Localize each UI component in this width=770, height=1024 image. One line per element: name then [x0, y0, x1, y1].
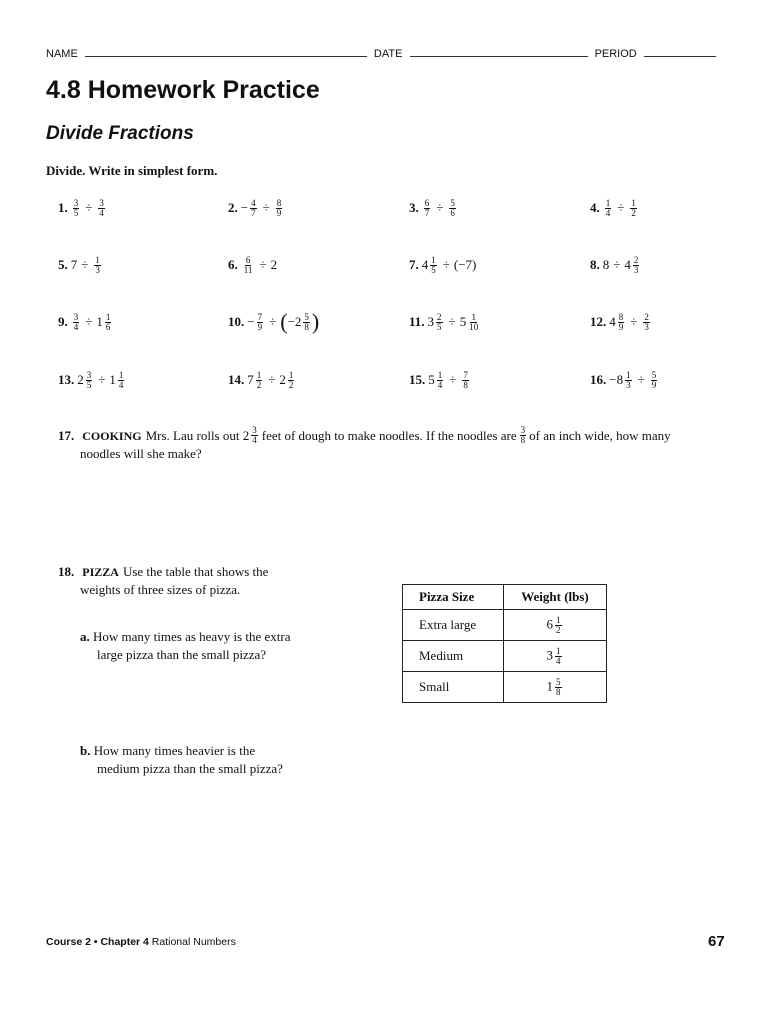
- period-blank[interactable]: [644, 47, 716, 57]
- column-header-size: Pizza Size: [403, 585, 504, 610]
- problem-15: 15. 5 $\frac{1}{4}$ ÷ $\frac{7}{8}$: [409, 369, 468, 390]
- date-blank[interactable]: [410, 47, 588, 57]
- problem-17: 17. COOKING Mrs. Lau rolls out 2 $\frac{3}{4}$ feet of dough to make noodles. If the noodles are $\frac{3}{8}$ of an inch wide, how many noodles will she make?: [58, 425, 671, 461]
- problem-1: 1. $\frac{3}{5}$ ÷ $\frac{3}{4}$: [58, 197, 104, 218]
- pizza-weight-table: [402, 584, 607, 703]
- pizza-table-container: [402, 584, 607, 703]
- table-row: [403, 641, 607, 672]
- course-chapter-label: Course 2 • Chapter 4: [46, 936, 149, 948]
- problem-8: 8. 8 ÷ 4 $\frac{2}{3}$: [590, 254, 639, 275]
- chapter-name: Rational Numbers: [151, 936, 236, 948]
- problem-18b: b. How many times heavier is the medium pizza than the small pizza?: [80, 743, 283, 776]
- pizza-size-cell: Extra large: [403, 610, 504, 641]
- weight-cell: 1 $\frac{5}{8}$: [504, 672, 607, 703]
- page-title: 4.8 Homework Practice: [46, 76, 320, 104]
- problem-18a: a. How many times as heavy is the extra large pizza than the small pizza?: [80, 629, 291, 662]
- problem-12: 12. 4 $\frac{8}{9}$ ÷ $\frac{2}{3}$: [590, 311, 649, 332]
- column-header-weight: Weight (lbs): [504, 585, 607, 610]
- problem-5: 5. 7 ÷ $\frac{1}{3}$: [58, 254, 100, 275]
- pizza-size-cell: Medium: [403, 641, 504, 672]
- name-blank[interactable]: [85, 47, 367, 57]
- page-subtitle: Divide Fractions: [46, 123, 194, 144]
- date-label: DATE: [373, 48, 403, 60]
- problem-11: 11. 3 $\frac{2}{5}$ ÷ 5 $\frac{1}{10}$: [409, 311, 479, 332]
- page-number: 67: [708, 933, 725, 950]
- problem-4: 4. $\frac{1}{4}$ ÷ $\frac{1}{2}$: [590, 197, 636, 218]
- period-label: PERIOD: [594, 48, 637, 60]
- problem-10: 10. − $\frac{7}{9}$ ÷ ( −2 $\frac{5}{8}$ ): [228, 309, 320, 334]
- table-row: [403, 672, 607, 703]
- page-footer: [46, 936, 236, 948]
- problem-18: 18. PIZZA Use the table that shows the weights of three sizes of pizza.: [58, 564, 269, 597]
- problem-14: 14. 7 $\frac{1}{2}$ ÷ 2 $\frac{1}{2}$: [228, 369, 294, 390]
- problem-6: 6. $\frac{6}{11}$ ÷ 2: [228, 254, 278, 275]
- problem-3: 3. $\frac{6}{7}$ ÷ $\frac{5}{6}$: [409, 197, 455, 218]
- problem-7: 7. 4 $\frac{1}{5}$ ÷ (−7): [409, 254, 477, 275]
- pizza-size-cell: Small: [403, 672, 504, 703]
- name-label: NAME: [46, 48, 78, 60]
- table-row: [403, 610, 607, 641]
- student-info-header: [46, 47, 722, 60]
- problem-13: 13. 2 $\frac{3}{5}$ ÷ 1 $\frac{1}{4}$: [58, 369, 124, 390]
- instructions: Divide. Write in simplest form.: [46, 163, 218, 178]
- problem-9: 9. $\frac{3}{4}$ ÷ 1 $\frac{1}{6}$: [58, 311, 111, 332]
- problem-16: 16. −8 $\frac{1}{3}$ ÷ $\frac{5}{9}$: [590, 369, 657, 390]
- weight-cell: 6 $\frac{1}{2}$: [504, 610, 607, 641]
- problem-2: 2. − $\frac{4}{7}$ ÷ $\frac{8}{9}$: [228, 197, 282, 218]
- weight-cell: 3 $\frac{1}{4}$: [504, 641, 607, 672]
